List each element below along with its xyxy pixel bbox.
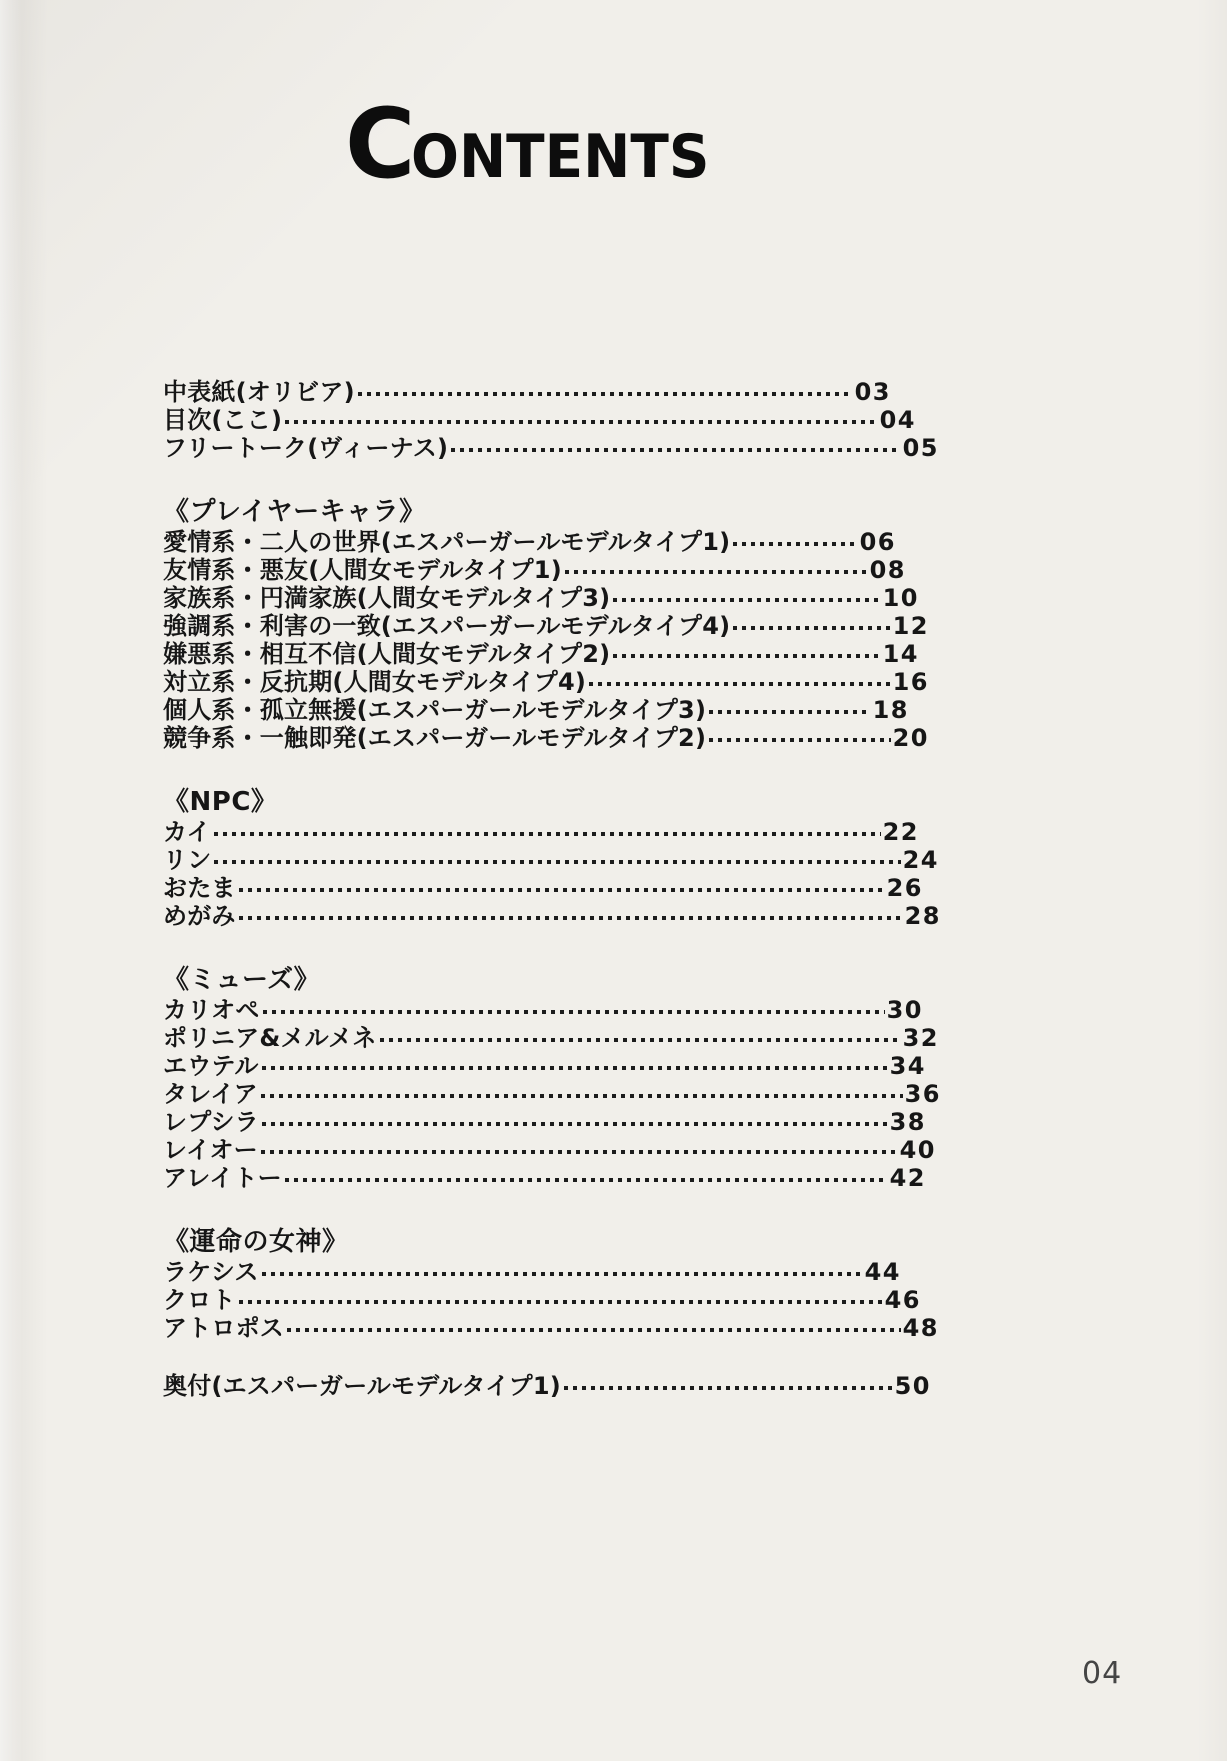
toc-row <box>163 528 941 556</box>
toc-entry-label: めがみ <box>163 902 236 930</box>
toc-entry-page: 26 <box>886 874 923 902</box>
toc-entry-page: 14 <box>882 640 919 668</box>
toc-entry-label: レプシラ <box>163 1108 259 1136</box>
toc-entry-page: 30 <box>886 996 923 1024</box>
toc-section <box>163 1372 941 1400</box>
corner-page-number: 04 <box>1082 1656 1123 1691</box>
toc-row <box>163 1080 941 1108</box>
toc-row <box>163 818 941 846</box>
toc-row <box>163 874 941 902</box>
toc-row <box>163 1372 941 1400</box>
dotted-leader <box>214 860 900 864</box>
toc-entry-page: 16 <box>892 668 929 696</box>
toc-entry-page: 40 <box>899 1136 936 1164</box>
toc-section <box>163 786 941 930</box>
toc-entry-label: ラケシス <box>163 1258 259 1286</box>
toc-row <box>163 1286 941 1314</box>
toc-row <box>163 640 941 668</box>
toc-row <box>163 724 941 752</box>
toc-row <box>163 1258 941 1286</box>
toc-section <box>163 964 941 1192</box>
toc-entry-label: レイオー <box>163 1136 258 1164</box>
toc-entry-label: 個人系・孤立無援(エスパーガールモデルタイプ3) <box>163 696 707 724</box>
toc-row <box>163 1108 941 1136</box>
dotted-leader <box>451 448 900 452</box>
dotted-leader <box>262 1272 863 1276</box>
dotted-leader <box>565 570 868 574</box>
toc-entry-label: カリオペ <box>163 996 260 1024</box>
toc-entry-page: 03 <box>854 378 891 406</box>
dotted-leader <box>239 888 885 892</box>
dotted-leader <box>613 598 880 602</box>
dotted-leader <box>613 654 880 658</box>
toc-entry-label: リン <box>163 846 212 874</box>
dotted-leader <box>214 832 881 836</box>
toc-row <box>163 378 941 406</box>
toc-entry-page: 10 <box>882 584 919 612</box>
title-initial-letter: C <box>345 88 412 200</box>
toc-entry-label: エウテル <box>163 1052 259 1080</box>
toc-entry-page: 34 <box>889 1052 926 1080</box>
toc-entry-label: 愛情系・二人の世界(エスパーガールモデルタイプ1) <box>163 528 731 556</box>
toc-entry-page: 44 <box>864 1258 901 1286</box>
dotted-leader <box>380 1038 901 1042</box>
dotted-leader <box>263 1010 885 1014</box>
toc-row <box>163 406 941 434</box>
dotted-leader <box>285 1178 888 1182</box>
toc-entry-label: クロト <box>163 1286 236 1314</box>
toc-entry-label: ポリニア&メルメネ <box>163 1024 377 1052</box>
toc-row <box>163 696 941 724</box>
toc-entry-label: 目次(ここ) <box>163 406 283 434</box>
toc-entry-page: 22 <box>882 818 919 846</box>
toc-entry-page: 46 <box>884 1286 921 1314</box>
dotted-leader <box>709 738 890 742</box>
dotted-leader <box>733 542 857 546</box>
toc-entry-label: おたま <box>163 874 236 902</box>
toc-row <box>163 1052 941 1080</box>
toc-entry-page: 36 <box>904 1080 941 1108</box>
dotted-leader <box>287 1328 901 1332</box>
toc-entry-page: 18 <box>872 696 909 724</box>
toc-row <box>163 434 941 462</box>
toc-entry-page: 06 <box>859 528 896 556</box>
section-header: 《NPC》 <box>163 787 278 817</box>
toc-row <box>163 556 941 584</box>
toc-entry-label: カイ <box>163 818 211 846</box>
dotted-leader <box>239 916 903 920</box>
dotted-leader <box>358 392 853 396</box>
toc-entry-label: タレイア <box>163 1080 258 1108</box>
toc-section <box>163 496 941 752</box>
toc-entry-label: アレイトー <box>163 1164 282 1192</box>
section-header: 《プレイヤーキャラ》 <box>163 497 426 527</box>
toc-row <box>163 1136 941 1164</box>
toc-entry-page: 20 <box>892 724 929 752</box>
dotted-leader <box>262 1066 888 1070</box>
page-title <box>345 88 729 200</box>
toc-entry-page: 08 <box>869 556 906 584</box>
toc-entry-page: 32 <box>902 1024 939 1052</box>
toc-row <box>163 846 941 874</box>
dotted-leader <box>589 682 891 686</box>
dotted-leader <box>733 626 890 630</box>
toc-entry-page: 05 <box>902 434 939 462</box>
toc-section <box>163 378 941 462</box>
toc-entry-label: 家族系・円満家族(人間女モデルタイプ3) <box>163 584 611 612</box>
dotted-leader <box>261 1150 898 1154</box>
dotted-leader <box>285 420 877 424</box>
dotted-leader <box>564 1386 893 1390</box>
toc-row <box>163 668 941 696</box>
title-rest-letters: ONTENTS <box>411 122 710 192</box>
dotted-leader <box>262 1122 888 1126</box>
toc-entry-page: 42 <box>889 1164 926 1192</box>
toc-entry-page: 48 <box>902 1314 939 1342</box>
toc-entry-page: 38 <box>889 1108 926 1136</box>
section-header: 《ミューズ》 <box>163 965 321 995</box>
toc-entry-label: アトロポス <box>163 1314 284 1342</box>
toc-entry-page: 50 <box>894 1372 931 1400</box>
toc-row <box>163 902 941 930</box>
toc-entry-page: 28 <box>904 902 941 930</box>
toc-entry-label: 強調系・利害の一致(エスパーガールモデルタイプ4) <box>163 612 731 640</box>
toc-section <box>163 1226 941 1342</box>
toc-entry-label: 友情系・悪友(人間女モデルタイプ1) <box>163 556 562 584</box>
toc-list <box>163 378 941 1400</box>
toc-row <box>163 1024 941 1052</box>
dotted-leader <box>709 710 870 714</box>
toc-entry-label: 対立系・反抗期(人間女モデルタイプ4) <box>163 668 587 696</box>
toc-row <box>163 1314 941 1342</box>
toc-entry-label: 嫌悪系・相互不信(人間女モデルタイプ2) <box>163 640 611 668</box>
toc-entry-page: 24 <box>902 846 939 874</box>
toc-entry-label: 奥付(エスパーガールモデルタイプ1) <box>163 1372 561 1400</box>
toc-row <box>163 1164 941 1192</box>
toc-entry-label: 中表紙(オリビア) <box>163 378 355 406</box>
toc-entry-page: 04 <box>879 406 916 434</box>
section-header: 《運命の女神》 <box>163 1227 349 1257</box>
toc-entry-page: 12 <box>892 612 929 640</box>
toc-row <box>163 612 941 640</box>
toc-entry-label: フリートーク(ヴィーナス) <box>163 434 449 462</box>
toc-row <box>163 584 941 612</box>
toc-row <box>163 996 941 1024</box>
toc-entry-label: 競争系・一触即発(エスパーガールモデルタイプ2) <box>163 724 707 752</box>
dotted-leader <box>261 1094 903 1098</box>
dotted-leader <box>239 1300 883 1304</box>
